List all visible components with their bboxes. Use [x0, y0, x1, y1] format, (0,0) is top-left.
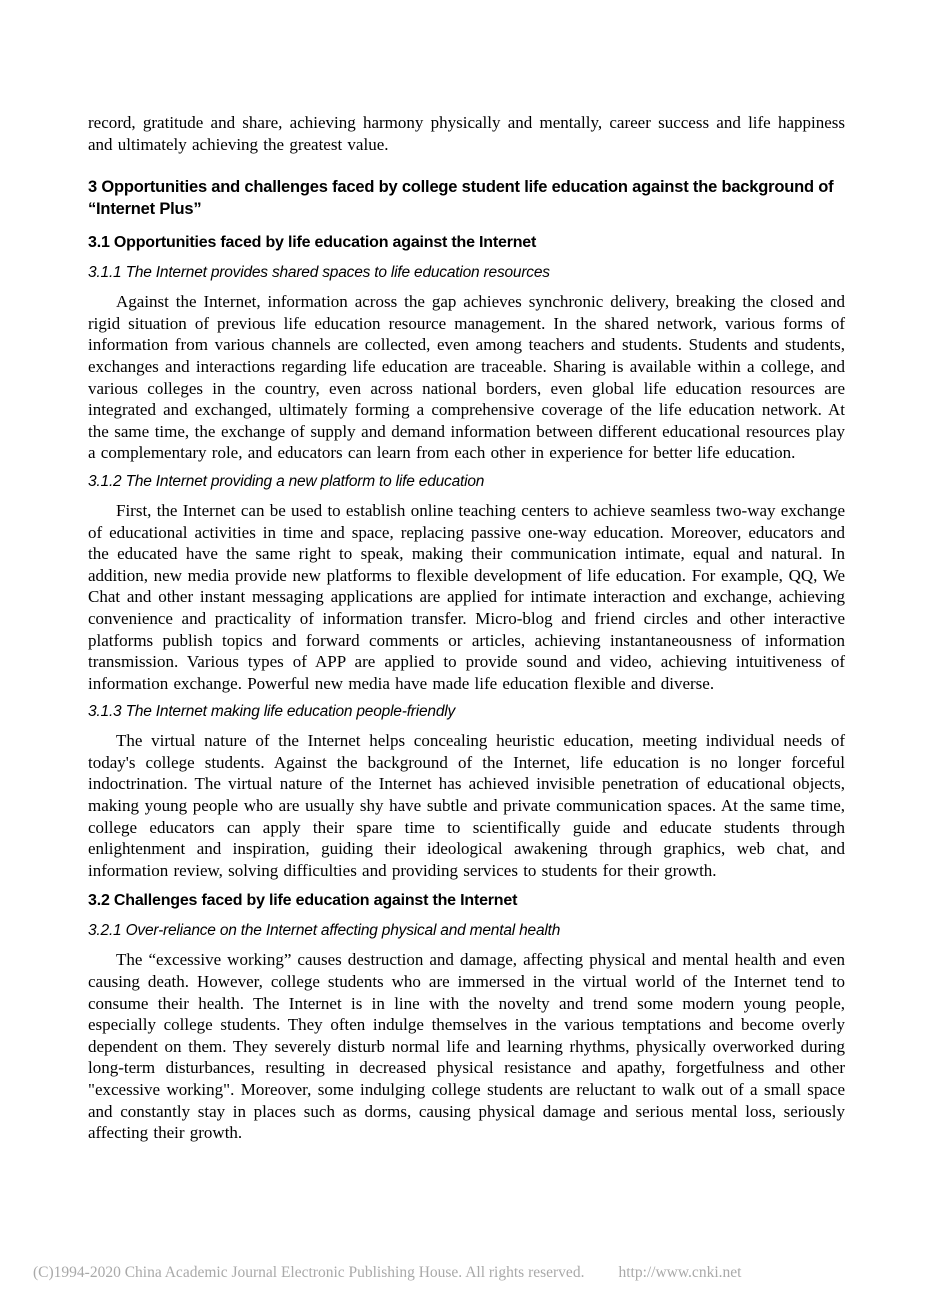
page-footer	[33, 1264, 903, 1282]
continuation-paragraph: record, gratitude and share, achieving harmony physically and mentally, career success and life happiness and ultimately achieving the greatest value.	[88, 113, 845, 154]
section-3-2-1-paragraph: The “excessive working” causes destruction and damage, affecting physical and mental health and even causing death. However, college students who are immersed in the virtual world of the Internet tend to consume their health. The Internet is in line with the novelty and trend some modern young people, especially college students. They often indulge themselves in the various temptations and become overly dependent on them. They severely disturb normal life and learning rhythms, physically overworked during long-term disturbances, resulting in decreased physical resistance and apathy, forgetfulness and other "excessive working". Moreover, some indulging college students are reluctant to walk out of a small space and constantly stay in places such as dorms, causing physical damage and serious mental loss, seriously affecting their growth.	[88, 950, 845, 1143]
section-3-heading: 3 Opportunities and challenges faced by college student life education against the background of “Internet Plus”	[88, 178, 834, 218]
document-page	[88, 112, 845, 1151]
section-3-2-1-heading: 3.2.1 Over-reliance on the Internet affecting physical and mental health	[88, 922, 561, 940]
section-3-1-2-heading: 3.1.2 The Internet providing a new platform to life education	[88, 472, 485, 490]
footer-url: http://www.cnki.net	[618, 1264, 742, 1281]
footer-copyright: (C)1994-2020 China Academic Journal Electronic Publishing House. All rights reserved.	[33, 1264, 585, 1281]
section-3-1-heading: 3.1 Opportunities faced by life education against the Internet	[88, 234, 537, 252]
section-3-1-1-paragraph: Against the Internet, information across the gap achieves synchronic delivery, breaking the closed and rigid situation of previous life education resource management. In the shared network, various forms of information from various channels are collected, even among teachers and students. Students and students, exchanges and interactions regarding life education are traceable. Sharing is available within a college, and various colleges in the country, even across national borders, even global life education resources are integrated and exchanged, ultimately forming a comprehensive coverage of the life education network. At the same time, the exchange of supply and demand information between different educational resources play a complementary role, and educators can learn from each other in experience for better life education.	[88, 292, 845, 463]
section-3-2-heading: 3.2 Challenges faced by life education against the Internet	[88, 892, 518, 910]
section-3-1-2-paragraph: First, the Internet can be used to establish online teaching centers to achieve seamless two-way exchange of educational activities in time and space, replacing passive one-way education. Moreover, educators and the educated have the same right to speak, making their communication intimate, equal and natural. In addition, new media provide new platforms to flexible development of life education. For example, QQ, We Chat and other instant messaging applications are applied for intimate interaction and exchange, achieving convenience and practicality of information transfer. Micro-blog and friend circles and other interactive platforms publish topics and forward comments or articles, achieving instantaneousness of information transmission. Various types of APP are applied to provide sound and video, achieving intuitiveness of information exchange. Powerful new media have made life education flexible and diverse.	[88, 500, 845, 693]
section-3-1-3-paragraph: The virtual nature of the Internet helps concealing heuristic education, meeting individual needs of today's college students. Against the background of the Internet, life education is no longer forceful indoctrination. The virtual nature of the Internet has achieved invisible penetration of educational objects, making young people who are usually shy have subtle and private communication spaces. At the same time, college educators can apply their spare time to scientifically guide and educate students through enlightenment and inspiration, guiding their ideological awakening through graphics, web chat, and information review, solving difficulties and providing services to students for their growth.	[88, 731, 845, 880]
section-3-1-1-heading: 3.1.1 The Internet provides shared spaces to life education resources	[88, 264, 550, 282]
section-3-1-3-heading: 3.1.3 The Internet making life education people-friendly	[88, 703, 456, 721]
